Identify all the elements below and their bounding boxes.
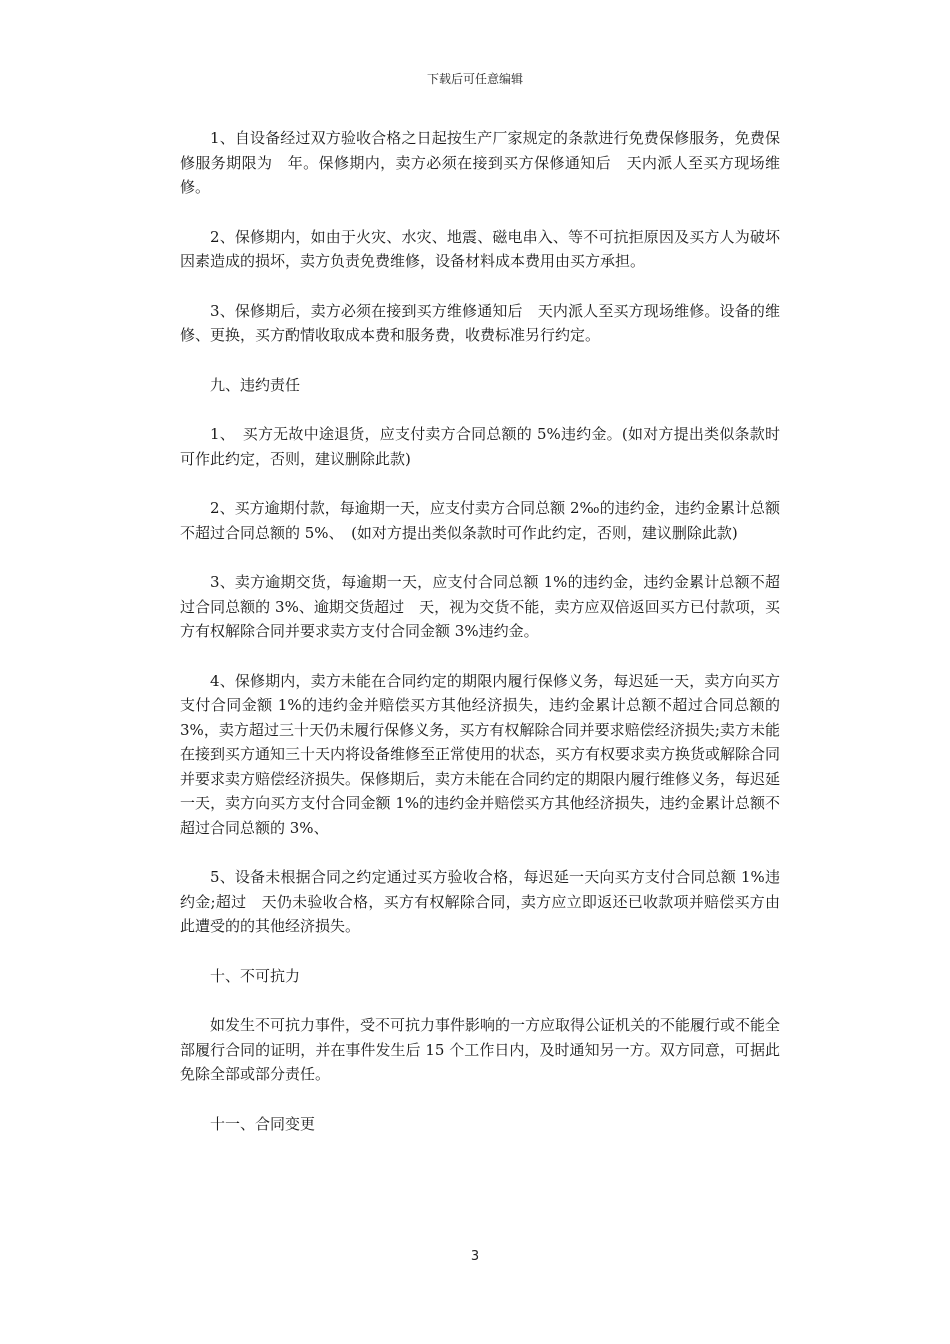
page-header: 下载后可任意编辑 — [426, 72, 523, 86]
document-body — [180, 126, 780, 1161]
section-heading-breach: 九、违约责任 — [210, 375, 301, 394]
section-heading-contract-change: 十一、合同变更 — [210, 1114, 316, 1133]
breach-clause-5: 5、设备未根据合同之约定通过买方验收合格，每迟延一天向买方支付合同总额 1%违约金;超过 天仍未验收合格，买方有权解除合同，卖方应立即返还已收款项并赔偿买方由此遭受的的其他经济损失。 — [180, 868, 780, 935]
page-number: 3 — [470, 1249, 480, 1264]
breach-clause-3: 3、卖方逾期交货，每逾期一天，应支付合同总额 1%的违约金，违约金累计总额不超过合同总额的 3%、逾期交货超过 天，视为交货不能，卖方应双倍返回买方已付款项，买方有权解除合同并要求卖方支付合同金额 3%违约金。 — [180, 573, 780, 640]
breach-clause-2: 2、买方逾期付款，每逾期一天，应支付卖方合同总额 2‰的违约金，违约金累计总额不超过合同总额的 5%、 (如对方提出类似条款时可作此约定，否则，建议删除此款) — [180, 499, 780, 542]
breach-clause-1: 1、 买方无故中途退货，应支付卖方合同总额的 5%违约金。(如对方提出类似条款时可作此约定，否则，建议删除此款) — [180, 425, 780, 468]
warranty-clause-1: 1、自设备经过双方验收合格之日起按生产厂家规定的条款进行免费保修服务，免费保修服务期限为 年。保修期内，卖方必须在接到买方保修通知后 天内派人至买方现场维修。 — [180, 129, 780, 196]
section-heading-force-majeure: 十、不可抗力 — [210, 966, 301, 985]
warranty-clause-3: 3、保修期后，卖方必须在接到买方维修通知后 天内派人至买方现场维修。设备的维修、更换，买方酌情收取成本费和服务费，收费标准另行约定。 — [180, 301, 780, 344]
warranty-clause-2: 2、保修期内，如由于火灾、水灾、地震、磁电串入、等不可抗拒原因及买方人为破坏因素造成的损坏，卖方负责免费维修，设备材料成本费用由买方承担。 — [180, 227, 780, 270]
force-majeure-clause: 如发生不可抗力事件，受不可抗力事件影响的一方应取得公证机关的不能履行或不能全部履行合同的证明，并在事件发生后 15 个工作日内，及时通知另一方。双方同意，可据此免除全部或部分责任。 — [180, 1016, 781, 1083]
breach-clause-4: 4、保修期内，卖方未能在合同约定的期限内履行保修义务，每迟延一天，卖方向买方支付合同金额 1%的违约金并赔偿买方其他经济损失，违约金累计总额不超过合同总额的 3%，卖方超过三十天仍未履行保修义务，买方有权解除合同并要求赔偿经济损失;卖方未能在接到买方通知三十天内将设备维修至正常使用的状态，买方有权要求卖方换货或解除合同并要求卖方赔偿经济损失。保修期后，卖方未能在合同约定的期限内履行维修义务，每迟延一天，卖方向买方支付合同金额 1%的违约金并赔偿买方其他经济损失，违约金累计总额不超过合同总额的 3%、 — [180, 671, 781, 837]
